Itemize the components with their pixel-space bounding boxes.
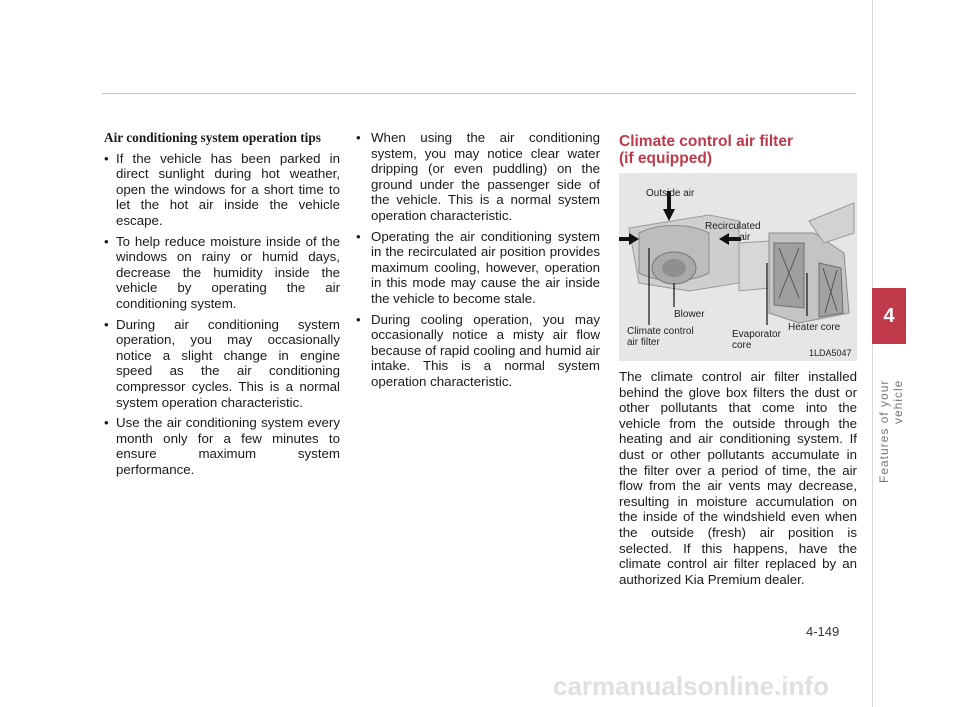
top-rule: [102, 93, 856, 94]
label-evaporator-core: Evaporator core: [732, 329, 781, 351]
tips-list: [104, 151, 340, 478]
label-blower: Blower: [674, 309, 705, 320]
sidebar-divider: [872, 0, 873, 707]
left-column: [104, 130, 340, 482]
list-item: • Operating the air conditioning system in the recirculated air position provides maximum cooling, however, operation in this mode may cause the air inside the vehicle to become stale.: [356, 228, 600, 306]
section-title: Climate control air filter (if equipped): [619, 133, 793, 167]
tips-list-continued: [356, 130, 600, 390]
list-item: • If the vehicle has been parked in direct sunlight during hot weather, open the windows for a short time to let the hot air inside the vehicle escape.: [104, 150, 340, 228]
middle-column: [356, 130, 600, 395]
chapter-title: Features of your vehicle: [877, 380, 905, 484]
list-item: • When using the air conditioning system, you may notice clear water dripping (or even puddling) on the ground under the passenger side of the vehicle. This is a normal system operation characteristic.: [356, 130, 600, 223]
watermark: carmanualsonline.info: [553, 671, 829, 701]
section-heading: Air conditioning system operation tips: [104, 130, 321, 145]
filter-description: The climate control air filter installed behind the glove box filters the dust or other pollutants that come into the vehicle from the outside through the heating and air conditioning system. If dust or other pollutants accumulate in the filter over a period of time, the air flow from the air vents may decrease, resulting in moisture accumulation on the inside of the windshield even when the outside (fresh) air position is selected. If this happens, have the climate control air filter replaced by an authorized Kia Premium dealer.: [619, 369, 857, 587]
list-item: • To help reduce moisture inside of the windows on rainy or humid days, decrease the humidity inside the vehicle by operating the air conditioning system.: [104, 233, 340, 311]
right-column: [619, 131, 857, 587]
page-number: 4-149: [806, 624, 840, 639]
label-recirculated-air: Recirculated air: [705, 221, 761, 243]
list-item: • Use the air conditioning system every month only for a few minutes to ensure maximum system performance.: [104, 415, 340, 477]
chapter-tab: 4: [872, 288, 906, 344]
label-heater-core: Heater core: [788, 322, 841, 333]
figure-code: 1LDA5047: [809, 348, 852, 358]
list-item: • During air conditioning system operation, you may occasionally notice a slight change in engine speed as the air conditioning compressor cycles. This is a normal system operation characteristic.: [104, 316, 340, 410]
air-filter-diagram: [619, 173, 857, 361]
label-outside-air: Outside air: [646, 188, 695, 199]
list-item: • During cooling operation, you may occasionally notice a misty air flow because of rapid cooling and humid air intake. This is a normal system operation characteristic.: [356, 311, 600, 389]
label-air-filter: Climate control air filter: [627, 326, 694, 348]
